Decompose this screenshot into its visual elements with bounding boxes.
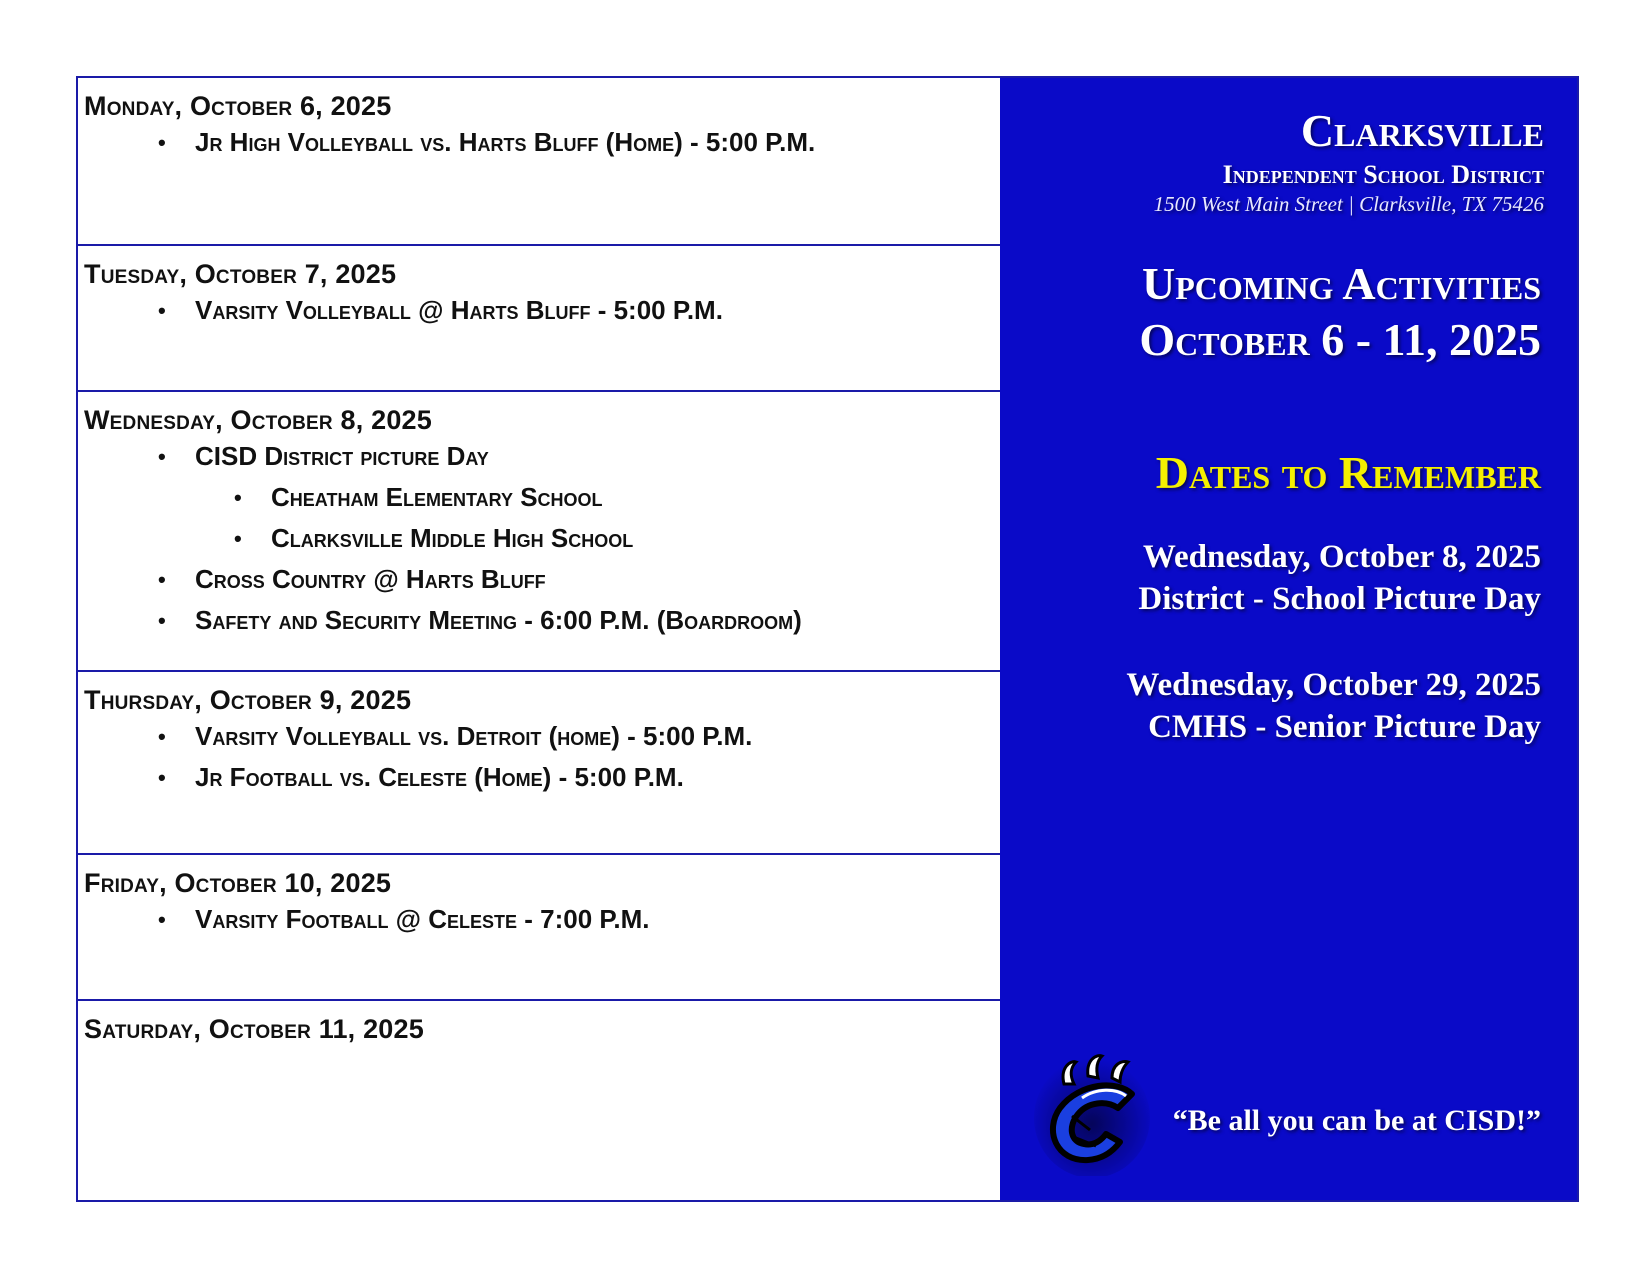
heading-line-dates: October 6 - 11, 2025 xyxy=(1139,314,1541,365)
event-item: • Varsity Volleyball @ Harts Bluff - 5:00 P.M. xyxy=(84,290,1000,331)
reminder-event: District - School Picture Day xyxy=(1138,581,1541,617)
event-item: • Jr Football vs. Celeste (Home) - 5:00 P.M. xyxy=(84,757,1000,798)
event-list xyxy=(84,716,1000,798)
event-subitem: • Clarksville Middle High School xyxy=(84,518,1000,559)
day-title: Wednesday, October 8, 2025 xyxy=(84,405,432,435)
event-list xyxy=(84,122,1000,163)
dates-to-remember-title: Dates to Remember xyxy=(1155,447,1541,498)
district-motto: “Be all you can be at CISD!” xyxy=(1172,1104,1541,1137)
event-item: • CISD District picture Day xyxy=(84,436,1000,477)
event-list xyxy=(84,290,1000,331)
day-title: Friday, October 10, 2025 xyxy=(84,868,392,898)
district-subtitle: Independent School District xyxy=(1222,160,1544,189)
district-name: Clarksville xyxy=(1300,105,1544,156)
district-address: 1500 West Main Street | Clarksville, TX 75426 xyxy=(1153,192,1544,216)
day-title: Monday, October 6, 2025 xyxy=(84,91,392,121)
reminder-entry xyxy=(1138,536,1541,620)
reminder-date: Wednesday, October 8, 2025 xyxy=(1142,539,1541,575)
day-block-wednesday xyxy=(78,392,1000,672)
day-block-thursday xyxy=(78,672,1000,855)
event-item: • Jr High Volleyball vs. Harts Bluff (Home) - 5:00 P.M. xyxy=(84,122,1000,163)
event-item: • Safety and Security Meeting - 6:00 P.M. (Boardroom) xyxy=(84,600,1000,641)
heading-line-title: Upcoming Activities xyxy=(1141,258,1541,309)
event-item: • Cross Country @ Harts Bluff xyxy=(84,559,1000,600)
upcoming-activities-heading xyxy=(1139,256,1541,368)
event-list xyxy=(84,436,1000,641)
info-panel xyxy=(1000,78,1577,1200)
day-block-friday xyxy=(78,855,1000,1001)
flyer-frame xyxy=(76,76,1579,1202)
event-item: • Varsity Football @ Celeste - 7:00 P.M. xyxy=(84,899,1000,940)
event-item: • Varsity Volleyball vs. Detroit (home) - 5:00 P.M. xyxy=(84,716,1000,757)
day-block-tuesday xyxy=(78,246,1000,392)
day-title: Tuesday, October 7, 2025 xyxy=(84,259,397,289)
claw-c-logo-icon xyxy=(1030,1046,1150,1176)
day-block-monday xyxy=(78,78,1000,246)
schedule-column xyxy=(78,78,1000,1200)
event-list xyxy=(84,899,1000,940)
reminder-event: CMHS - Senior Picture Day xyxy=(1148,709,1541,745)
day-title: Thursday, October 9, 2025 xyxy=(84,685,412,715)
day-title: Saturday, October 11, 2025 xyxy=(84,1014,424,1044)
reminder-entry xyxy=(1126,664,1541,748)
reminder-date: Wednesday, October 29, 2025 xyxy=(1126,667,1541,703)
event-subitem: • Cheatham Elementary School xyxy=(84,477,1000,518)
day-block-saturday xyxy=(78,1001,1000,1200)
